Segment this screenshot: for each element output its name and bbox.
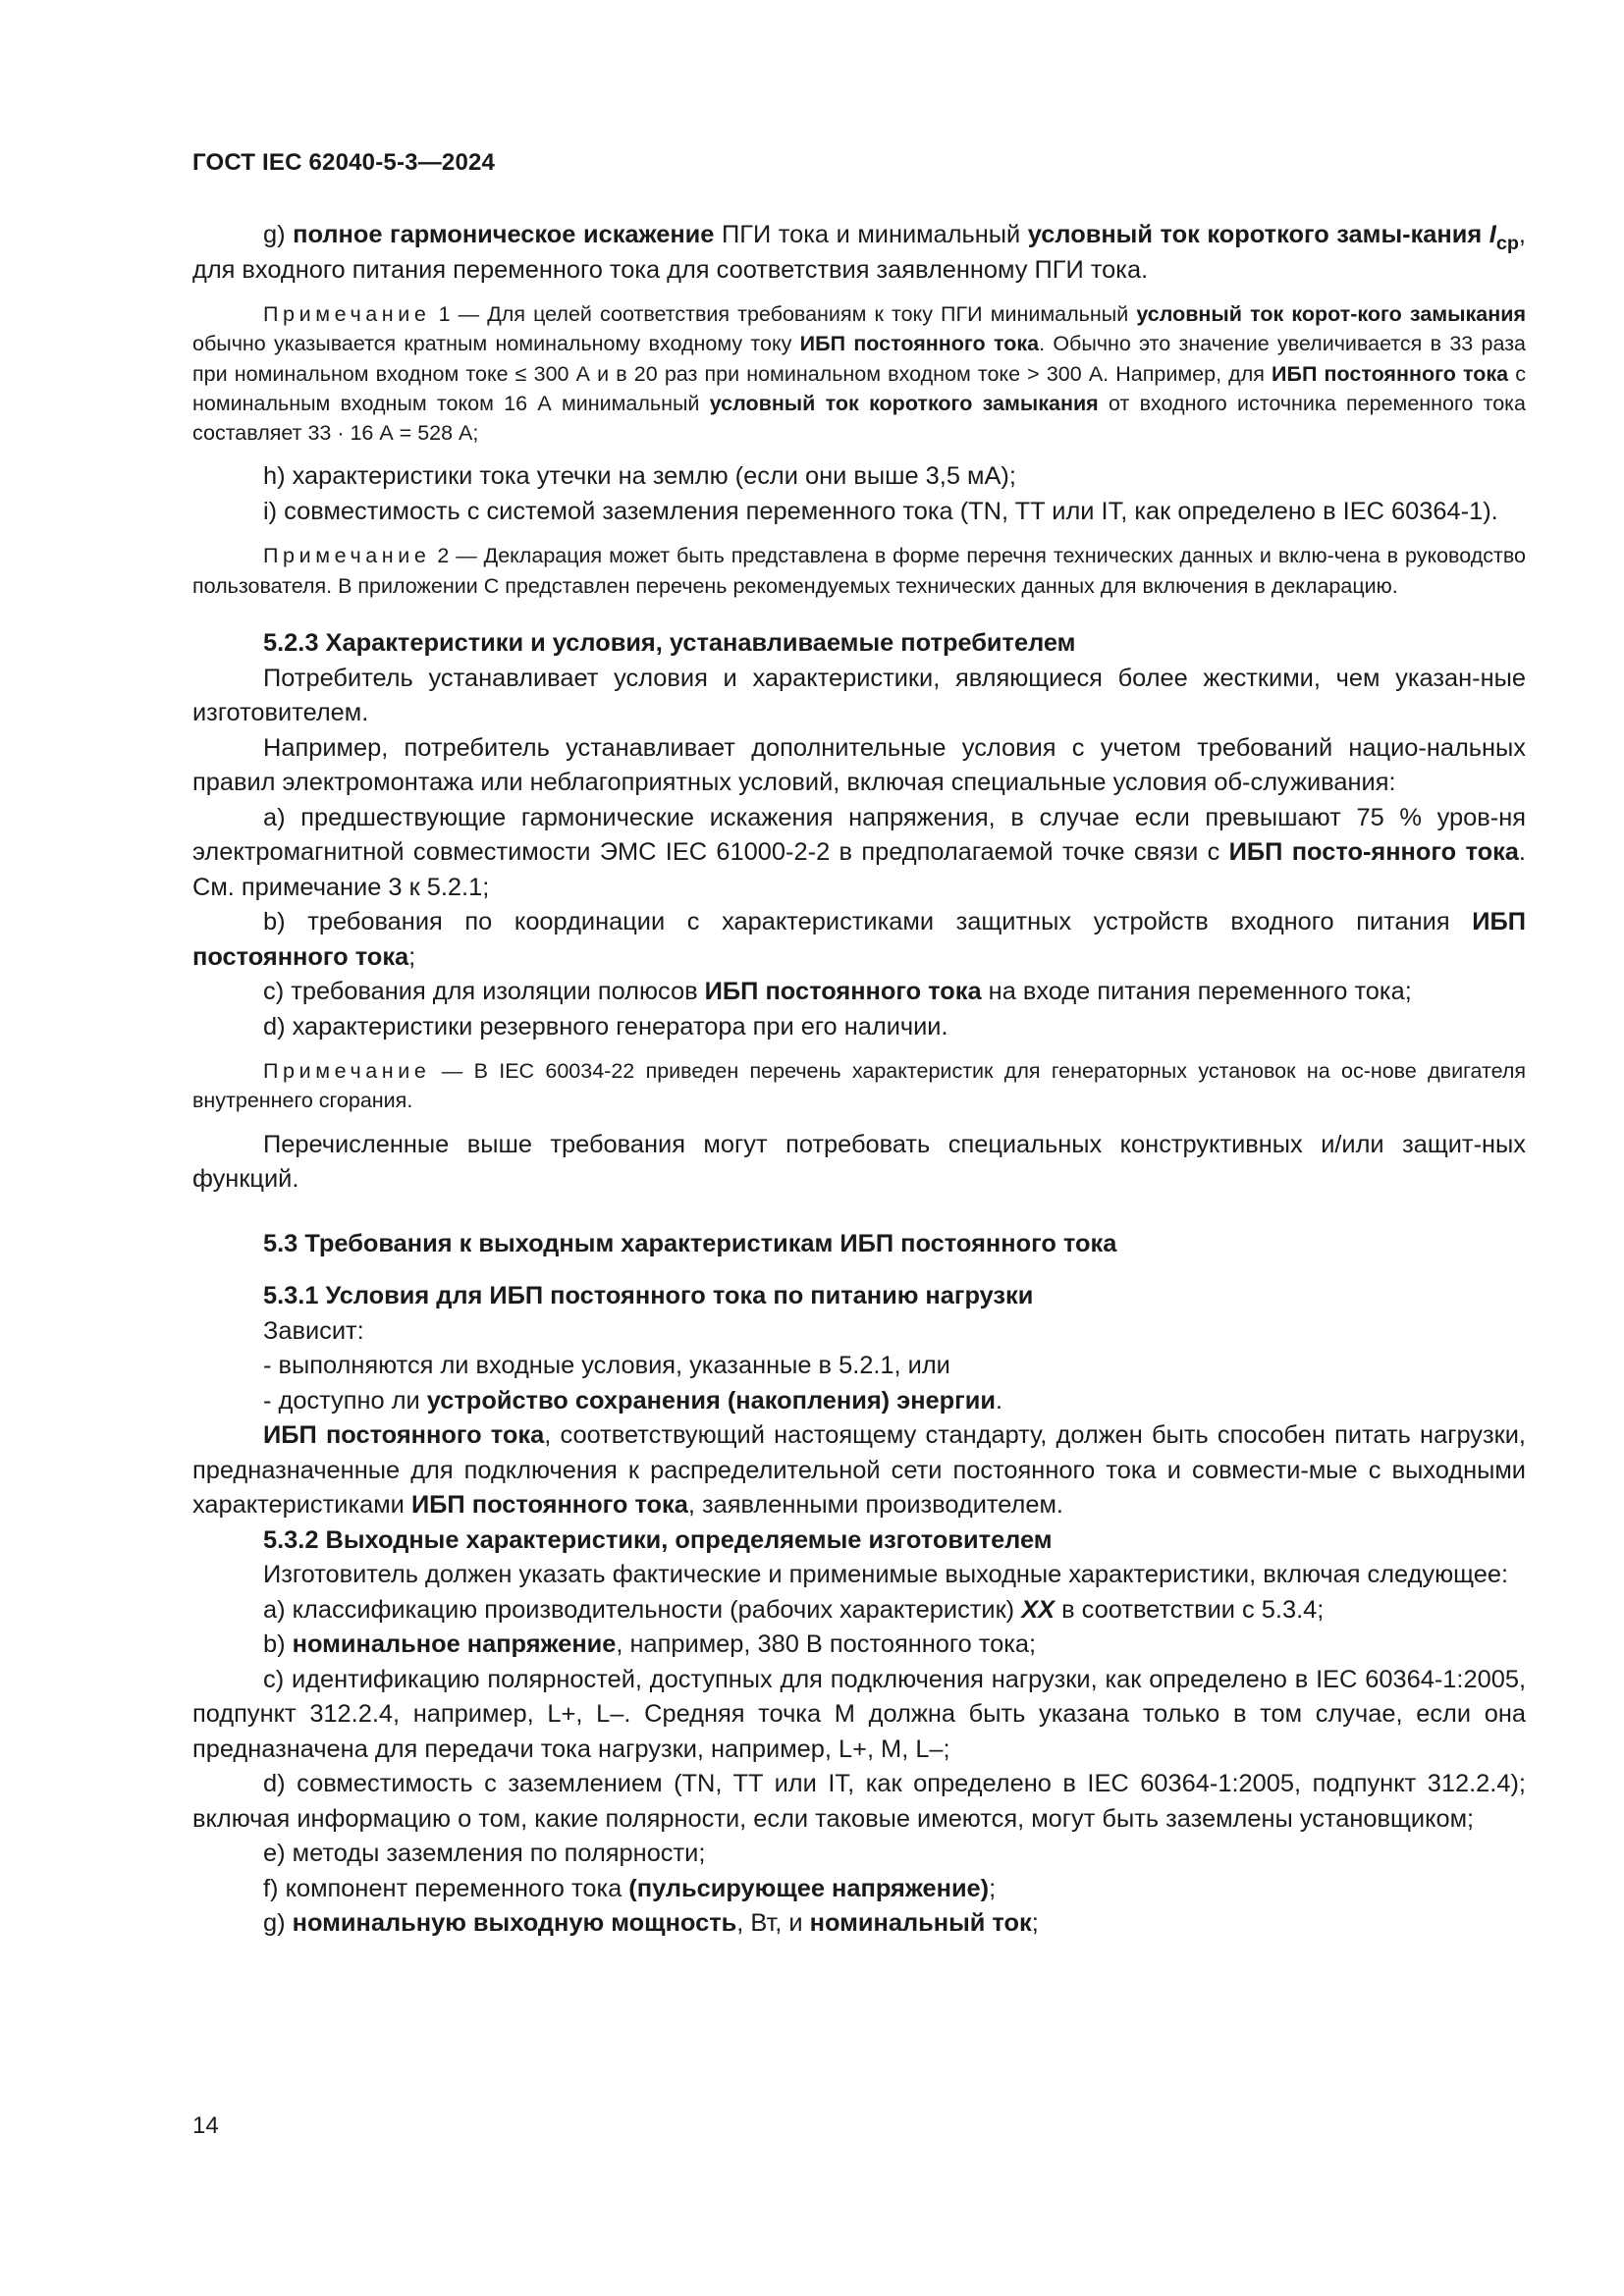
paragraph-i: i) совместимость с системой заземления переменного тока (TN, TT или IT, как определено в IEC 60364-1).: [263, 497, 1498, 525]
note-3: Примечание — В IEC 60034-22 приведен перечень характеристик для генераторных установок на ос-нове двигателя внутреннего сгорания.: [192, 1059, 1526, 1113]
paragraph-ups-load: ИБП постоянного тока, соответствующий настоящему стандарту, должен быть способен питать нагрузки, предназначенные для подключения к распределительной сети постоянного тока и совмести-мые с выходными характеристиками ИБП постоянного тока, заявленными производителем.: [192, 1421, 1526, 1520]
section-5-3-heading: 5.3 Требования к выходным характеристикам ИБП постоянного тока: [263, 1229, 1117, 1257]
list-item-d: d) совместимость с заземлением (TN, TT или IT, как определено в IEC 60364-1:2005, подпункт 312.2.4); включая информацию о том, какие полярности, если таковые имеются, могут быть заземлены установщиком;: [192, 1770, 1526, 1833]
list-item-d: d) характеристики резервного генератора при его наличии.: [263, 1012, 948, 1041]
list-item-f: f) компонент переменного тока (пульсирующее напряжение);: [263, 1874, 997, 1902]
list-item-b: b) требования по координации с характеристиками защитных устройств входного питания ИБП постоянного тока;: [192, 908, 1526, 971]
list-item-e: e) методы заземления по полярности;: [263, 1840, 706, 1868]
paragraph-g: g) полное гармоническое искажение ПГИ тока и минимальный условный ток короткого замы-кания $I_{ср}$, для входного питания переменного тока для соответствия заявленному ПГИ тока.: [192, 221, 1526, 284]
list-item-c: c) требования для изоляции полюсов ИБП постоянного тока на входе питания переменного тока;: [263, 978, 1412, 1006]
list-item-b: b) номинальное напряжение, например, 380 В постоянного тока;: [263, 1630, 1037, 1659]
paragraph-listed: Перечисленные выше требования могут потребовать специальных конструктивных и/или защит-ных функций.: [192, 1130, 1526, 1194]
page-number: 14: [192, 2112, 219, 2139]
paragraph-5-2-3-2: Например, потребитель устанавливает дополнительные условия с учетом требований нацио-нальных правил электромонтажа или неблагоприятных условий, включая специальные условия об-служивания:: [192, 733, 1526, 797]
list-item-a: a) классификацию производительности (рабочих характеристик) XX в соответствии с 5.3.4;: [263, 1595, 1325, 1624]
section-5-3-1-heading: 5.3.1 Условия для ИБП постоянного тока по питанию нагрузки: [263, 1282, 1034, 1310]
list-item-g: g) номинальную выходную мощность, Вт, и номинальный ток;: [263, 1909, 1039, 1938]
section-5-3-2-heading: 5.3.2 Выходные характеристики, определяемые изготовителем: [263, 1525, 1053, 1554]
paragraph-h: h) характеристики тока утечки на землю (если они выше 3,5 мА);: [263, 462, 1016, 491]
note-1: Примечание 1 — Для целей соответствия требованиям к току ПГИ минимальный условный ток корот-кого замыкания обычно указывается кратным номинальному входному току ИБП постоянного тока. Обычно это значение увеличивается в 33 раза при номинальном входном токе ≤ 300 А и в 20 раз при номинальном входном токе > 300 А. Например, для ИБП постоянного тока с номинальным входным током 16 А минимальный условный ток короткого замыкания от входного источника переменного тока составляет 33 · 16 А = 528 А;: [192, 302, 1527, 446]
list-item-dash-2: - доступно ли устройство сохранения (накопления) энергии.: [263, 1386, 1003, 1415]
paragraph-5-3-2-1: Изготовитель должен указать фактические и применимые выходные характеристики, включая следующее:: [263, 1561, 1509, 1589]
section-5-2-3-heading: 5.2.3 Характеристики и условия, устанавливаемые потребителем: [263, 629, 1076, 658]
page-content: [192, 218, 1526, 1942]
document-header: ГОСТ IEC 62040-5-3—2024: [192, 149, 496, 176]
note-2: Примечание 2 — Декларация может быть представлена в форме перечня технических данных и вклю-чена в руководство пользователя. В приложении C представлен перечень рекомендуемых технических данных для включения в декларацию.: [192, 544, 1526, 598]
list-item-a: a) предшествующие гармонические искажения напряжения, в случае если превышают 75 % уров-ня электромагнитной совместимости ЭМС IEC 61000-2-2 в предполагаемой точке связи с ИБП посто-янного тока. См. примечание 3 к 5.2.1;: [192, 803, 1526, 901]
paragraph-depends: Зависит:: [263, 1316, 364, 1345]
list-item-c: c) идентификацию полярностей, доступных для подключения нагрузки, как определено в IEC 60364-1:2005, подпункт 312.2.4, например, L+, L–. Средняя точка М должна быть указана только в том случае, если она предназначена для передачи тока нагрузки, например, L+, M, L–;: [192, 1665, 1526, 1763]
paragraph-5-2-3-1: Потребитель устанавливает условия и характеристики, являющиеся более жесткими, чем указан-ные изготовителем.: [192, 664, 1526, 727]
list-item-dash-1: - выполняются ли входные условия, указанные в 5.2.1, или: [263, 1352, 950, 1380]
